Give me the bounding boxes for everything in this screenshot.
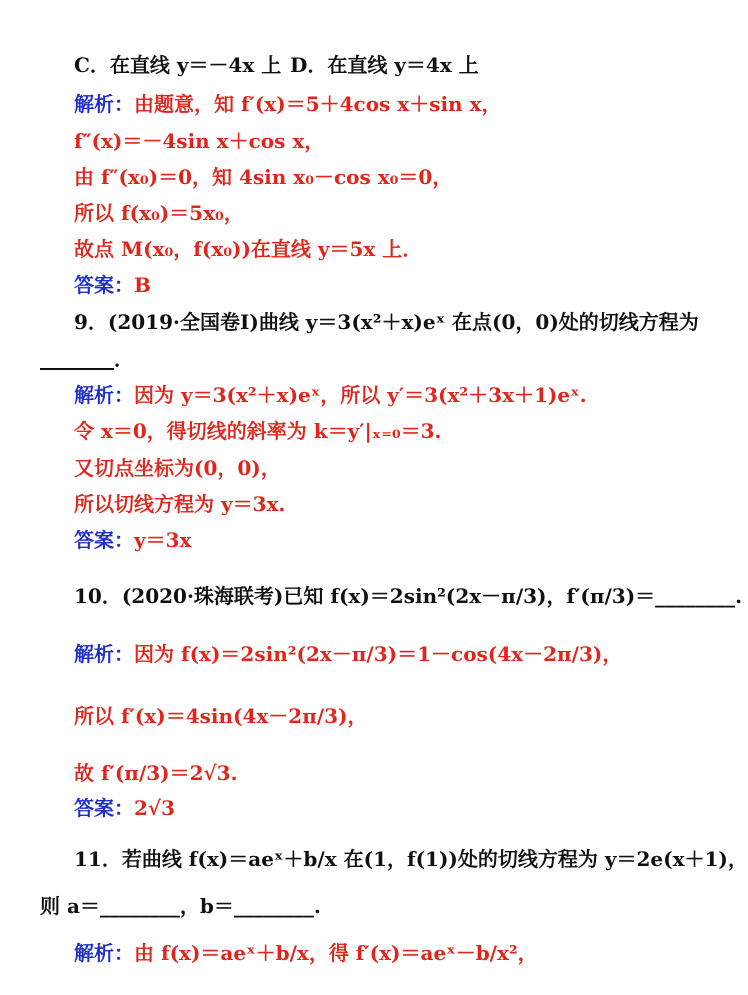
q10-analysis-line-1 — [74, 641, 622, 667]
answer-value: B — [134, 273, 151, 297]
q10-stem: 10．(2020·珠海联考)已知 f(x)＝2sin²(2x－π/3)，f′(π/3)＝________. — [74, 584, 743, 608]
analysis-label: 解析： — [74, 92, 134, 116]
q9-blank-row — [40, 346, 134, 372]
analysis-label: 解析： — [74, 642, 134, 666]
q11-text-1: 由 f(x)＝aeˣ＋b/x，得 f′(x)＝aeˣ－b/x²， — [134, 941, 538, 965]
q10-answer — [74, 795, 175, 821]
answer-label: 答案： — [74, 796, 134, 820]
answer-label: 答案： — [74, 273, 134, 297]
q9-analysis-line-3: 又切点坐标为(0，0)， — [74, 456, 281, 480]
q10-analysis-line-2: 所以 f′(x)＝4sin(4x－2π/3)， — [74, 704, 368, 728]
answer-blank — [40, 348, 114, 370]
answer-label: 答案： — [74, 528, 134, 552]
q8-analysis-line-3: 由 f″(x₀)＝0，知 4sin x₀－cos x₀＝0， — [74, 165, 453, 189]
q9-analysis-line-1 — [74, 382, 587, 408]
q8-analysis-line-5: 故点 M(x₀，f(x₀))在直线 y＝5x 上． — [74, 237, 423, 261]
q10-text-1: 因为 f(x)＝2sin²(2x－π/3)＝1－cos(4x－2π/3)， — [134, 642, 623, 666]
q8-analysis-line-2: f″(x)＝－4sin x＋cos x， — [74, 129, 325, 153]
analysis-label: 解析： — [74, 941, 134, 965]
q8-analysis-line-1 — [74, 91, 501, 117]
q9-analysis-line-4: 所以切线方程为 y＝3x. — [74, 492, 286, 516]
q9-period: ． — [114, 347, 134, 371]
q9-analysis-line-2: 令 x＝0，得切线的斜率为 k＝y′|ₓ₌₀＝3. — [74, 419, 442, 443]
q9-stem: 9．(2019·全国卷Ⅰ)曲线 y＝3(x²＋x)eˣ 在点(0，0)处的切线方程为 — [74, 310, 699, 334]
analysis-label: 解析： — [74, 383, 134, 407]
q11-stem: 11．若曲线 f(x)＝aeˣ＋b/x 在(1，f(1))处的切线方程为 y＝2e(x＋1)， — [74, 847, 748, 871]
option-c: C．在直线 y＝－4x 上 — [74, 53, 282, 77]
q11-analysis-line-1 — [74, 940, 538, 966]
answer-value: y＝3x — [134, 528, 192, 552]
q9-text-1: 因为 y＝3(x²＋x)eˣ，所以 y′＝3(x²＋3x＋1)eˣ. — [134, 383, 587, 407]
q8-text-1: 由题意，知 f′(x)＝5＋4cos x＋sin x， — [134, 92, 502, 116]
q8-analysis-line-4: 所以 f(x₀)＝5x₀， — [74, 201, 244, 225]
q11-stem-2: 则 a＝________，b＝________. — [40, 894, 321, 918]
q10-analysis-line-3: 故 f′(π/3)＝2√3. — [74, 761, 238, 785]
option-d: D．在直线 y＝4x 上 — [290, 53, 479, 77]
q8-answer — [74, 272, 151, 298]
answer-value: 2√3 — [134, 796, 175, 820]
q9-answer — [74, 527, 191, 553]
